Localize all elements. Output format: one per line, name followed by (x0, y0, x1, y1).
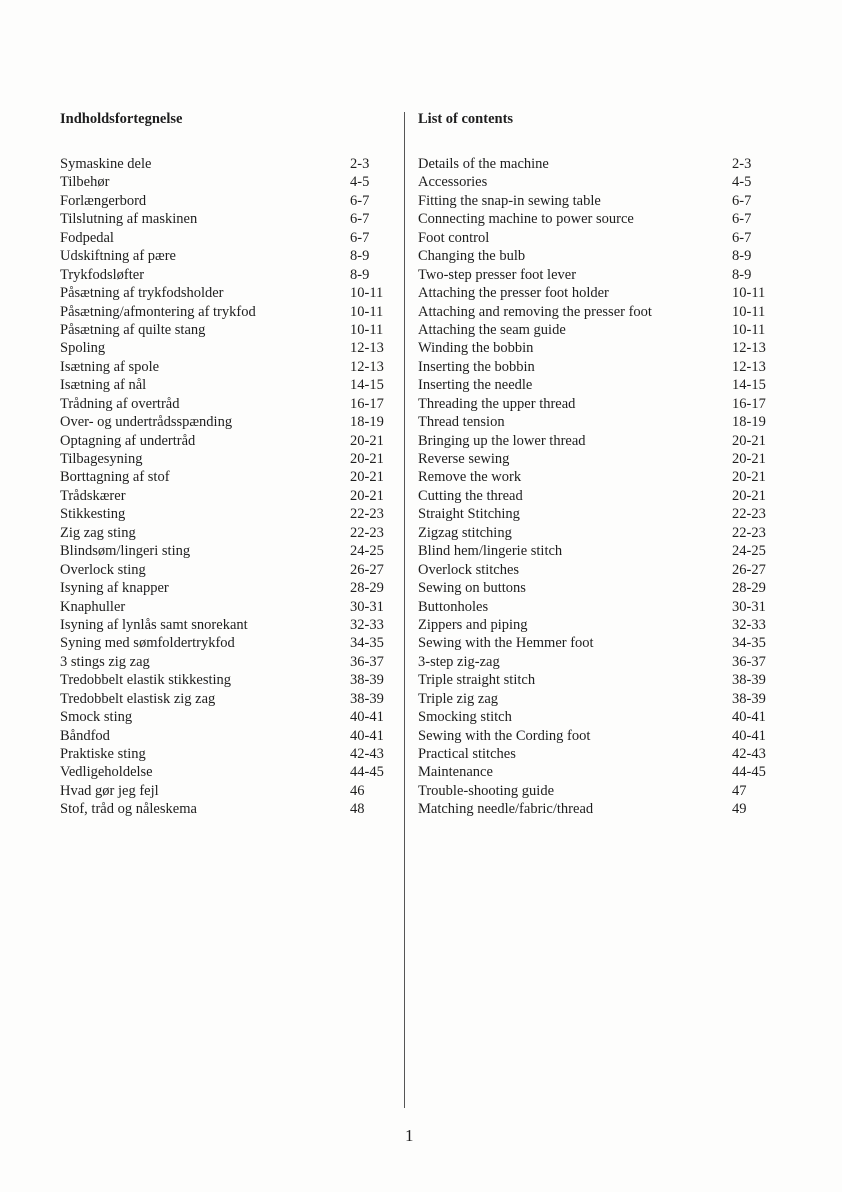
page-number: 1 (405, 1126, 414, 1145)
toc-entry-title: Overlock sting (60, 561, 146, 578)
toc-entry-pages: 44-45 (732, 764, 766, 781)
toc-entry-title: Tilslutning af maskinen (60, 211, 198, 228)
toc-entry-pages: 40-41 (732, 709, 766, 726)
toc-heading-danish: Indholdsfortegnelse (60, 111, 183, 127)
toc-entry (60, 487, 390, 505)
toc-entry (418, 542, 766, 560)
toc-entry-title: Matching needle/fabric/thread (418, 801, 594, 818)
toc-entry-pages: 12-13 (350, 358, 384, 375)
toc-entry-title: Winding the bobbin (418, 340, 534, 357)
toc-entry (60, 413, 390, 431)
toc-entry (60, 727, 390, 745)
toc-entry (418, 708, 766, 726)
toc-entry-pages: 10-11 (350, 303, 384, 320)
toc-entry-title: Trådning af overtråd (60, 395, 180, 412)
toc-entry-pages: 30-31 (350, 598, 384, 615)
toc-entry-pages: 20-21 (732, 451, 766, 467)
toc-entry (60, 284, 390, 302)
toc-entry-title: Blind hem/lingerie stitch (418, 543, 563, 560)
toc-entry-pages: 20-21 (350, 487, 384, 504)
toc-entry-pages: 6-7 (732, 192, 752, 209)
column-divider (404, 112, 405, 1108)
toc-entry-pages: 42-43 (350, 746, 384, 762)
toc-entry-pages: 4-5 (732, 174, 752, 191)
toc-entry (60, 450, 390, 468)
toc-entry-pages: 2-3 (350, 156, 370, 172)
toc-entry-pages: 6-7 (350, 229, 370, 246)
toc-entry-pages: 38-39 (732, 690, 766, 707)
toc-entry-title: Sewing on buttons (418, 580, 526, 597)
toc-entry (418, 634, 766, 652)
toc-entry-title: Optagning af undertråd (60, 432, 196, 449)
toc-entry-title: Vedligeholdelse (60, 764, 153, 781)
toc-entry (418, 782, 763, 800)
toc-entry-pages: 48 (350, 801, 365, 818)
toc-entry-pages: 34-35 (350, 635, 384, 652)
toc-entry (418, 468, 766, 486)
toc-entry-title: Forlængerbord (60, 192, 147, 209)
toc-entry (60, 376, 390, 394)
toc-entry-pages: 20-21 (350, 432, 384, 449)
toc-entry-title: Isyning af lynlås samt snorekant (60, 616, 248, 633)
toc-entry-pages: 20-21 (350, 451, 384, 467)
toc-entry-title: Accessories (418, 174, 488, 191)
toc-entry (418, 358, 766, 376)
toc-entry (60, 321, 390, 339)
toc-entry-title: Overlock stitches (418, 561, 520, 578)
toc-entry-pages: 20-21 (732, 487, 766, 504)
toc-entry (418, 579, 766, 597)
toc-entry-pages: 46 (350, 782, 365, 799)
toc-entry (418, 321, 766, 339)
toc-entry (418, 192, 763, 210)
toc-entry (60, 634, 390, 652)
toc-entry-title: Påsætning af quilte stang (60, 321, 206, 338)
toc-entry-title: Tilbehør (60, 174, 110, 191)
toc-entry (418, 266, 763, 284)
toc-entry-title: Isætning af nål (60, 377, 147, 394)
toc-entry-pages: 22-23 (350, 506, 384, 523)
toc-entry (418, 339, 766, 357)
toc-entry-pages: 22-23 (732, 506, 766, 523)
toc-entry-pages: 20-21 (732, 469, 766, 486)
toc-entry (60, 524, 390, 542)
toc-danish (60, 110, 390, 819)
toc-entry (60, 690, 390, 708)
toc-entry-pages: 8-9 (732, 248, 752, 265)
toc-entry-title: Threading the upper thread (418, 395, 576, 412)
toc-entry-title: Blindsøm/lingeri sting (60, 543, 191, 560)
toc-entry-title: Zippers and piping (418, 616, 528, 633)
toc-entry-pages: 22-23 (732, 524, 766, 541)
toc-entry-title: Zigzag stitching (418, 524, 512, 541)
toc-entry (60, 505, 390, 523)
toc-english (418, 110, 766, 819)
toc-entry (60, 247, 390, 265)
toc-entry-title: Tredobbelt elastik stikkesting (60, 672, 232, 689)
toc-entry-pages: 6-7 (732, 211, 752, 228)
toc-entry-title: Straight Stitching (418, 506, 520, 523)
toc-entry-pages: 8-9 (732, 266, 752, 283)
toc-entry-pages: 18-19 (732, 414, 766, 431)
toc-entry-title: Cutting the thread (418, 487, 523, 504)
toc-entry-pages: 26-27 (732, 561, 766, 578)
toc-entry-title: Trouble-shooting guide (418, 782, 555, 799)
toc-entry-title: Hvad gør jeg fejl (60, 782, 159, 799)
toc-entry-title: Påsætning/afmontering af trykfod (60, 303, 256, 320)
toc-entry (60, 173, 390, 191)
toc-entry-pages: 14-15 (732, 377, 766, 394)
toc-entry-pages: 6-7 (732, 229, 752, 246)
toc-entry (60, 671, 390, 689)
toc-entry (418, 561, 766, 579)
toc-entry-title: Borttagning af stof (60, 469, 170, 486)
toc-entry-title: Stikkesting (60, 506, 126, 523)
toc-entry (418, 284, 766, 302)
toc-entry (418, 745, 766, 763)
toc-entry-pages: 38-39 (350, 672, 384, 689)
toc-entry-title: Details of the machine (418, 156, 549, 172)
toc-entry-title: Trykfodsløfter (60, 266, 145, 283)
toc-entry-pages: 44-45 (350, 764, 384, 781)
toc-entry (418, 155, 763, 173)
toc-entry (418, 616, 766, 634)
toc-entry-title: Zig zag sting (60, 524, 136, 541)
toc-entry-pages: 24-25 (732, 543, 766, 560)
toc-entry (60, 616, 390, 634)
toc-entry-title: Connecting machine to power source (418, 211, 634, 228)
toc-entry-title: Knaphuller (60, 598, 126, 615)
toc-entry (418, 690, 766, 708)
toc-list-danish (60, 155, 390, 819)
toc-entry-pages: 14-15 (350, 377, 384, 394)
toc-entry-title: Fitting the snap-in sewing table (418, 192, 601, 209)
toc-entry (418, 247, 763, 265)
toc-entry-pages: 40-41 (350, 709, 384, 726)
toc-entry-pages: 10-11 (732, 303, 766, 320)
toc-entry (418, 598, 766, 616)
toc-entry (60, 653, 390, 671)
toc-entry (418, 303, 766, 321)
toc-entry (418, 432, 766, 450)
toc-entry (418, 800, 763, 818)
toc-entry-pages: 24-25 (350, 543, 384, 560)
toc-entry-pages: 18-19 (350, 414, 384, 431)
toc-entry (60, 468, 390, 486)
toc-entry-pages: 40-41 (732, 727, 766, 744)
toc-entry-pages: 26-27 (350, 561, 384, 578)
toc-entry-title: Attaching the presser foot holder (418, 285, 609, 302)
toc-entry (418, 229, 763, 247)
toc-entry-title: Buttonholes (418, 598, 489, 615)
toc-entry-pages: 36-37 (350, 653, 384, 670)
toc-entry-pages: 34-35 (732, 635, 766, 652)
toc-entry-pages: 28-29 (350, 580, 384, 597)
toc-entry-title: Inserting the bobbin (418, 358, 535, 375)
toc-entry-title: Spoling (60, 340, 106, 357)
toc-entry-pages: 4-5 (350, 174, 370, 191)
toc-entry-pages: 16-17 (350, 395, 384, 412)
toc-entry-pages: 22-23 (350, 524, 384, 541)
toc-entry-pages: 40-41 (350, 727, 384, 744)
toc-entry-pages: 10-11 (350, 285, 384, 302)
toc-entry-title: Thread tension (418, 414, 505, 431)
toc-entry (60, 395, 390, 413)
toc-entry-pages: 20-21 (732, 432, 766, 449)
toc-entry (60, 266, 390, 284)
toc-entry (418, 763, 766, 781)
toc-entry-title: Sewing with the Hemmer foot (418, 635, 594, 652)
toc-entry-title: Two-step presser foot lever (418, 266, 577, 283)
toc-entry-title: Maintenance (418, 764, 493, 781)
toc-entry-title: Syning med sømfoldertrykfod (60, 635, 235, 652)
toc-entry-title: Foot control (418, 229, 490, 246)
toc-entry-pages: 36-37 (732, 653, 766, 670)
toc-entry-title: Udskiftning af pære (60, 248, 176, 265)
toc-entry-pages: 20-21 (350, 469, 384, 486)
toc-entry (60, 432, 390, 450)
toc-entry-pages: 28-29 (732, 580, 766, 597)
toc-entry-title: Isyning af knapper (60, 580, 169, 597)
toc-entry-title: Båndfod (60, 727, 110, 744)
toc-entry (60, 229, 390, 247)
toc-entry (418, 413, 766, 431)
toc-entry-pages: 6-7 (350, 192, 370, 209)
toc-entry (60, 579, 390, 597)
toc-list-english (418, 155, 766, 819)
toc-entry (60, 155, 390, 173)
toc-entry-title: Påsætning af trykfodsholder (60, 285, 224, 302)
toc-entry-title: Sewing with the Cording foot (418, 727, 591, 744)
toc-entry-title: 3 stings zig zag (60, 653, 150, 670)
toc-entry-title: Practical stitches (418, 746, 516, 762)
toc-entry-pages: 30-31 (732, 598, 766, 615)
toc-entry-title: Attaching and removing the presser foot (418, 303, 652, 320)
toc-entry (418, 450, 766, 468)
toc-entry-title: Reverse sewing (418, 451, 510, 467)
toc-entry-title: Isætning af spole (60, 358, 160, 375)
toc-entry-pages: 12-13 (732, 340, 766, 357)
toc-entry-pages: 10-11 (732, 321, 766, 338)
toc-entry-title: Inserting the needle (418, 377, 533, 394)
toc-entry (60, 598, 390, 616)
toc-entry (60, 358, 390, 376)
toc-entry-title: Bringing up the lower thread (418, 432, 586, 449)
toc-entry-pages: 49 (732, 801, 747, 818)
toc-entry (418, 210, 763, 228)
toc-entry-title: Over- og undertrådsspænding (60, 414, 233, 431)
toc-entry (60, 763, 390, 781)
toc-entry-title: Trådskærer (60, 487, 126, 504)
toc-entry-pages: 38-39 (732, 672, 766, 689)
toc-entry-pages: 10-11 (732, 285, 766, 302)
toc-entry (60, 800, 390, 818)
toc-entry-title: Remove the work (418, 469, 522, 486)
toc-entry-pages: 12-13 (350, 340, 384, 357)
toc-entry (418, 395, 766, 413)
toc-entry (418, 653, 766, 671)
toc-entry-pages: 16-17 (732, 395, 766, 412)
toc-entry (60, 745, 390, 763)
toc-entry-pages: 32-33 (350, 616, 384, 633)
toc-entry (60, 210, 390, 228)
toc-entry-title: Changing the bulb (418, 248, 526, 265)
toc-entry (418, 671, 766, 689)
toc-entry-pages: 10-11 (350, 321, 384, 338)
toc-entry-pages: 6-7 (350, 211, 370, 228)
toc-entry-title: Praktiske sting (60, 746, 146, 762)
toc-entry (60, 542, 390, 560)
toc-entry-title: Stof, tråd og nåleskema (60, 801, 197, 818)
toc-entry-pages: 47 (732, 782, 747, 799)
toc-entry-pages: 8-9 (350, 266, 370, 283)
toc-entry (418, 524, 766, 542)
toc-entry (60, 339, 390, 357)
toc-entry (60, 192, 390, 210)
toc-entry-title: Symaskine dele (60, 156, 152, 172)
toc-entry-title: Triple straight stitch (418, 672, 536, 689)
toc-entry-title: Tilbagesyning (60, 451, 143, 467)
toc-entry-pages: 38-39 (350, 690, 384, 707)
toc-entry-title: Triple zig zag (418, 690, 499, 707)
toc-entry-pages: 12-13 (732, 358, 766, 375)
toc-entry-pages: 42-43 (732, 746, 766, 762)
toc-entry-title: 3-step zig-zag (418, 653, 500, 670)
toc-entry (418, 487, 766, 505)
toc-entry-title: Attaching the seam guide (418, 321, 566, 338)
toc-entry (60, 561, 390, 579)
toc-heading-english: List of contents (418, 111, 514, 127)
toc-entry (418, 173, 763, 191)
toc-entry (418, 727, 766, 745)
toc-entry-title: Smock sting (60, 709, 133, 726)
toc-entry-title: Fodpedal (60, 229, 114, 246)
toc-entry-pages: 8-9 (350, 248, 370, 265)
toc-entry (418, 505, 766, 523)
toc-entry-pages: 2-3 (732, 156, 752, 172)
toc-entry-pages: 32-33 (732, 616, 766, 633)
toc-entry (418, 376, 766, 394)
toc-entry (60, 708, 390, 726)
toc-entry-title: Smocking stitch (418, 709, 512, 726)
toc-entry (60, 303, 390, 321)
toc-entry (60, 782, 390, 800)
toc-entry-title: Tredobbelt elastisk zig zag (60, 690, 216, 707)
